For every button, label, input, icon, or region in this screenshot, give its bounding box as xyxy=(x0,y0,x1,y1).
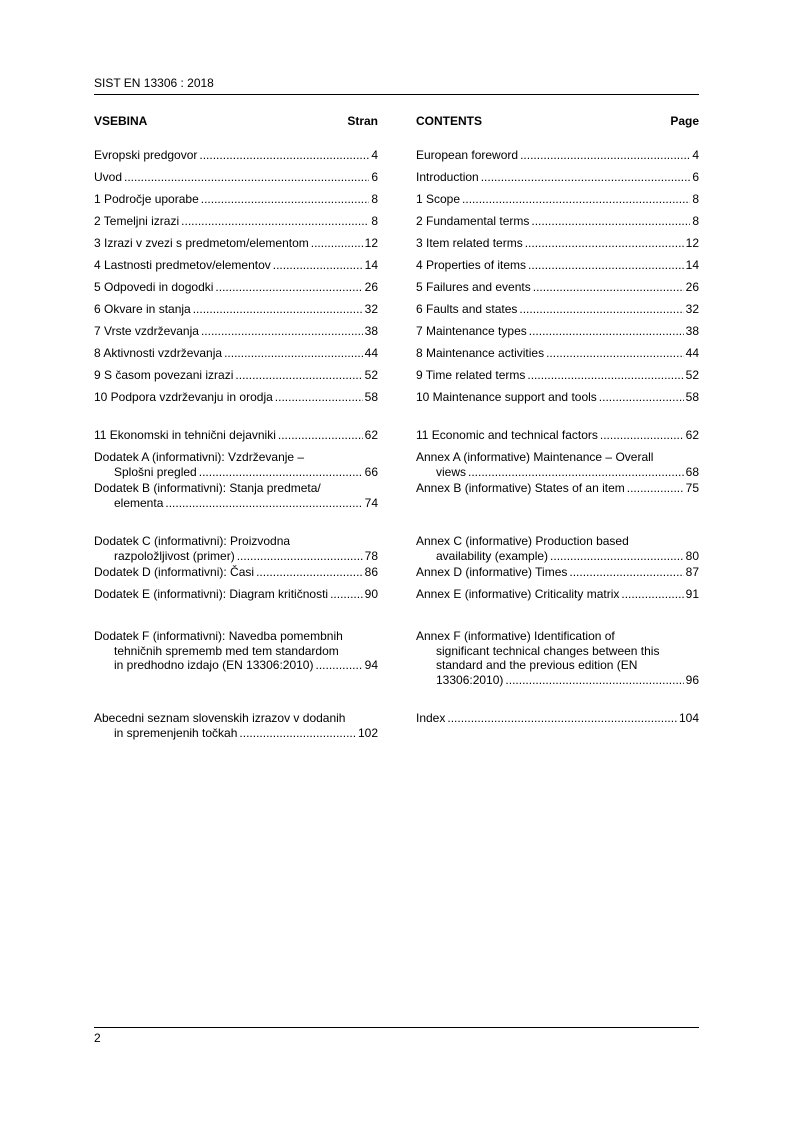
toc-entry-title: 8 Maintenance activities xyxy=(416,346,545,360)
toc-entry[interactable] xyxy=(416,258,699,273)
toc-entry-page: 52 xyxy=(364,368,378,382)
toc-entry-title: significant technical changes between this xyxy=(436,643,660,658)
document-header-title: SIST EN 13306 : 2018 xyxy=(94,76,214,90)
toc-entry-page: 32 xyxy=(685,302,699,316)
toc-entry-title: 13306:2010) xyxy=(436,672,504,687)
toc-entry[interactable] xyxy=(416,192,699,207)
toc-entry-title: 4 Properties of items xyxy=(416,258,527,272)
toc-entry-title: 10 Maintenance support and tools xyxy=(416,390,597,404)
toc-entry-page: 26 xyxy=(364,280,378,294)
toc-dot-leader xyxy=(275,390,363,405)
toc-entry[interactable] xyxy=(416,481,699,496)
toc-entry-page: 14 xyxy=(364,258,378,272)
toc-entry-title: 7 Vrste vzdrževanja xyxy=(94,324,199,338)
toc-entry-title: availability (example) xyxy=(436,548,549,563)
toc-entry-title: Annex B (informative) States of an item xyxy=(416,481,625,495)
toc-dot-leader xyxy=(520,148,690,163)
toc-entry-page: 58 xyxy=(685,390,699,404)
toc-entry[interactable] xyxy=(94,214,378,229)
toc-entry-title: razpoložljivost (primer) xyxy=(114,548,235,563)
toc-entry[interactable] xyxy=(94,170,378,185)
toc-entry-page: 96 xyxy=(685,672,699,687)
toc-dot-leader xyxy=(315,658,362,673)
toc-dot-leader xyxy=(531,214,690,229)
toc-entry-title: Annex E (informative) Criticality matrix xyxy=(416,587,620,601)
toc-entry-page: 62 xyxy=(685,428,699,442)
toc-entry-page: 44 xyxy=(685,346,699,360)
toc-entry-title: standard and the previous edition (EN xyxy=(436,658,638,672)
toc-entry[interactable] xyxy=(94,711,378,740)
toc-dot-leader xyxy=(193,302,363,317)
toc-dot-leader xyxy=(550,549,684,564)
toc-dot-leader xyxy=(519,302,683,317)
toc-entry-title: Dodatek C (informativni): Proizvodna xyxy=(94,534,291,548)
toc-entry[interactable] xyxy=(416,346,699,361)
toc-entry-title: Annex C (informative) Production based xyxy=(416,534,629,548)
toc-entry-page: 38 xyxy=(364,324,378,338)
toc-entry[interactable] xyxy=(416,214,699,229)
toc-dot-leader xyxy=(256,565,363,580)
toc-entry[interactable] xyxy=(416,587,699,602)
toc-entry-title: Dodatek B (informativni): Stanja predmeta/ xyxy=(94,481,321,495)
toc-entry-title: 2 Temeljni izrazi xyxy=(94,214,180,228)
toc-dot-leader xyxy=(237,549,363,564)
toc-entry-title: 5 Failures and events xyxy=(416,280,531,294)
toc-dot-leader xyxy=(468,465,684,480)
toc-entry[interactable] xyxy=(94,565,378,580)
toc-entry[interactable] xyxy=(94,280,378,295)
toc-entry[interactable] xyxy=(94,587,378,602)
toc-entry-title: in spremenjenih točkah xyxy=(114,725,238,740)
toc-dot-leader xyxy=(462,192,690,207)
toc-heading: CONTENTS xyxy=(416,114,482,128)
toc-entry[interactable] xyxy=(94,192,378,207)
toc-entry-title: European foreword xyxy=(416,148,519,162)
toc-entry-title: Annex D (informative) Times xyxy=(416,565,568,579)
toc-entry[interactable] xyxy=(94,481,378,510)
toc-dot-leader xyxy=(215,280,362,295)
toc-dot-leader xyxy=(599,390,684,405)
footer-rule xyxy=(94,1027,699,1028)
toc-dot-leader xyxy=(201,192,370,207)
toc-entry-title: 1 Področje uporabe xyxy=(94,192,199,206)
toc-heading-row xyxy=(94,113,378,135)
toc-dot-leader xyxy=(447,711,677,726)
toc-entry-page: 6 xyxy=(371,170,378,184)
toc-dot-leader xyxy=(201,324,363,339)
toc-entry-title: Index xyxy=(416,711,446,725)
toc-entry[interactable] xyxy=(94,629,378,673)
toc-entry-page: 58 xyxy=(364,390,378,404)
toc-dot-leader xyxy=(627,481,684,496)
toc-dot-leader xyxy=(181,214,369,229)
toc-dot-leader xyxy=(525,236,684,251)
toc-entry-page: 26 xyxy=(685,280,699,294)
toc-entry-title: 3 Izrazi v zvezi s predmetom/elementom xyxy=(94,236,309,250)
toc-entry[interactable] xyxy=(416,170,699,185)
toc-entry-title: 5 Odpovedi in dogodki xyxy=(94,280,214,294)
toc-entry[interactable] xyxy=(94,236,378,251)
header-rule xyxy=(94,94,699,95)
toc-entry-page: 4 xyxy=(692,148,699,162)
toc-dot-leader xyxy=(533,280,684,295)
toc-entry-page: 38 xyxy=(685,324,699,338)
toc-entry-page: 66 xyxy=(364,464,378,479)
toc-heading: VSEBINA xyxy=(94,114,148,128)
toc-entry-title: Dodatek F (informativni): Navedba pomembnih xyxy=(94,629,343,643)
toc-entry[interactable] xyxy=(94,390,378,405)
toc-entry-page: 91 xyxy=(685,587,699,601)
toc-page-label: Page xyxy=(670,114,699,128)
toc-dot-leader xyxy=(529,324,684,339)
toc-entry[interactable] xyxy=(416,711,699,726)
page-number: 2 xyxy=(94,1031,101,1045)
toc-entry[interactable] xyxy=(94,346,378,361)
toc-column-slovenian xyxy=(94,113,378,740)
toc-entry-title: 6 Okvare in stanja xyxy=(94,302,191,316)
toc-entry-page: 8 xyxy=(371,192,378,206)
toc-entry-page: 8 xyxy=(692,192,699,206)
toc-dot-leader xyxy=(481,170,691,185)
toc-dot-leader xyxy=(528,258,684,273)
toc-entry-title: Evropski predgovor xyxy=(94,148,198,162)
toc-entry[interactable] xyxy=(416,534,699,563)
toc-entry-page: 74 xyxy=(364,495,378,510)
toc-dot-leader xyxy=(124,170,369,185)
toc-entry-title: 3 Item related terms xyxy=(416,236,523,250)
toc-entry-title: Dodatek E (informativni): Diagram kritičnosti xyxy=(94,587,329,601)
toc-entry-title: elementa xyxy=(114,495,164,510)
toc-entry-page: 80 xyxy=(685,548,699,563)
toc-entry-title: 7 Maintenance types xyxy=(416,324,527,338)
toc-entry-title: tehničnih sprememb med tem standardom xyxy=(114,643,339,658)
toc-entry[interactable] xyxy=(416,368,699,383)
toc-entry-title: Dodatek D (informativni): Časi xyxy=(94,565,255,579)
toc-dot-leader xyxy=(235,368,362,383)
toc-entry-title: in predhodno izdajo (EN 13306:2010) xyxy=(114,658,314,672)
toc-dot-leader xyxy=(278,428,363,443)
toc-entry-title: Annex A (informative) Maintenance – Overall xyxy=(416,450,654,464)
toc-dot-leader xyxy=(621,587,683,602)
toc-entry-page: 87 xyxy=(685,565,699,579)
toc-heading-row xyxy=(416,113,699,135)
toc-entry[interactable] xyxy=(416,629,699,687)
toc-entry[interactable] xyxy=(94,148,378,163)
toc-entry[interactable] xyxy=(416,324,699,339)
toc-entry[interactable] xyxy=(94,428,378,443)
toc-entry-title: views xyxy=(436,464,467,479)
toc-entry-title: 1 Scope xyxy=(416,192,461,206)
toc-entry-title: 9 Time related terms xyxy=(416,368,526,382)
toc-entry[interactable] xyxy=(94,258,378,273)
toc-dot-leader xyxy=(273,258,363,273)
toc-entry[interactable] xyxy=(94,450,378,479)
toc-entry-page: 78 xyxy=(364,548,378,563)
toc-entry-page: 8 xyxy=(692,214,699,228)
toc-dot-leader xyxy=(224,346,363,361)
toc-entry-title: 9 S časom povezani izrazi xyxy=(94,368,234,382)
toc-dot-leader xyxy=(569,565,683,580)
toc-entry-title: Annex F (informative) Identification of xyxy=(416,629,615,643)
toc-entry[interactable] xyxy=(416,236,699,251)
toc-entry-title: 6 Faults and states xyxy=(416,302,518,316)
toc-entry-page: 68 xyxy=(685,464,699,479)
toc-entry[interactable] xyxy=(94,302,378,317)
toc-entry-page: 62 xyxy=(364,428,378,442)
toc-entry-page: 75 xyxy=(685,481,699,495)
toc-entry-title: 2 Fundamental terms xyxy=(416,214,530,228)
toc-dot-leader xyxy=(165,496,362,511)
toc-entry-page: 94 xyxy=(364,658,378,672)
toc-entry-page: 32 xyxy=(364,302,378,316)
toc-entry-page: 102 xyxy=(357,725,378,740)
toc-entry-page: 6 xyxy=(692,170,699,184)
toc-entry-title: 4 Lastnosti predmetov/elementov xyxy=(94,258,271,272)
toc-dot-leader xyxy=(546,346,684,361)
toc-entry-page: 44 xyxy=(364,346,378,360)
toc-entry[interactable] xyxy=(416,280,699,295)
toc-entry[interactable] xyxy=(416,148,699,163)
toc-entry-title: 8 Aktivnosti vzdrževanja xyxy=(94,346,223,360)
toc-entry-page: 86 xyxy=(364,565,378,579)
toc-entry[interactable] xyxy=(94,534,378,563)
toc-entry-page: 52 xyxy=(685,368,699,382)
toc-entry-page: 8 xyxy=(371,214,378,228)
toc-entry-title: Abecedni seznam slovenskih izrazov v dodanih xyxy=(94,711,346,725)
toc-entry[interactable] xyxy=(94,324,378,339)
toc-page-label: Stran xyxy=(347,114,378,128)
toc-entry-page: 14 xyxy=(685,258,699,272)
toc-entry-title: Splošni pregled xyxy=(114,464,197,479)
toc-dot-leader xyxy=(311,236,363,251)
toc-entry-page: 90 xyxy=(364,587,378,601)
toc-dot-leader xyxy=(505,673,683,688)
toc-dot-leader xyxy=(239,726,356,741)
toc-entry[interactable] xyxy=(416,302,699,317)
toc-column-english xyxy=(416,113,699,725)
toc-entry-title: Dodatek A (informativni): Vzdrževanje – xyxy=(94,450,305,464)
toc-entry-page: 12 xyxy=(685,236,699,250)
toc-entry-title: 10 Podpora vzdrževanju in orodja xyxy=(94,390,273,404)
toc-entry-title: 11 Economic and technical factors xyxy=(416,428,598,442)
toc-entry[interactable] xyxy=(416,390,699,405)
toc-entry-title: Introduction xyxy=(416,170,479,184)
toc-dot-leader xyxy=(199,465,363,480)
toc-entry[interactable] xyxy=(416,450,699,479)
toc-entry-page: 104 xyxy=(678,711,699,725)
toc-entry[interactable] xyxy=(416,565,699,580)
toc-dot-leader xyxy=(330,587,363,602)
toc-dot-leader xyxy=(199,148,369,163)
toc-entry-page: 4 xyxy=(371,148,378,162)
toc-entry[interactable] xyxy=(416,428,699,443)
toc-entry[interactable] xyxy=(94,368,378,383)
toc-dot-leader xyxy=(600,428,684,443)
toc-entry-page: 12 xyxy=(364,236,378,250)
toc-entry-title: 11 Ekonomski in tehnični dejavniki xyxy=(94,428,276,442)
toc-dot-leader xyxy=(527,368,683,383)
toc-entry-title: Uvod xyxy=(94,170,123,184)
